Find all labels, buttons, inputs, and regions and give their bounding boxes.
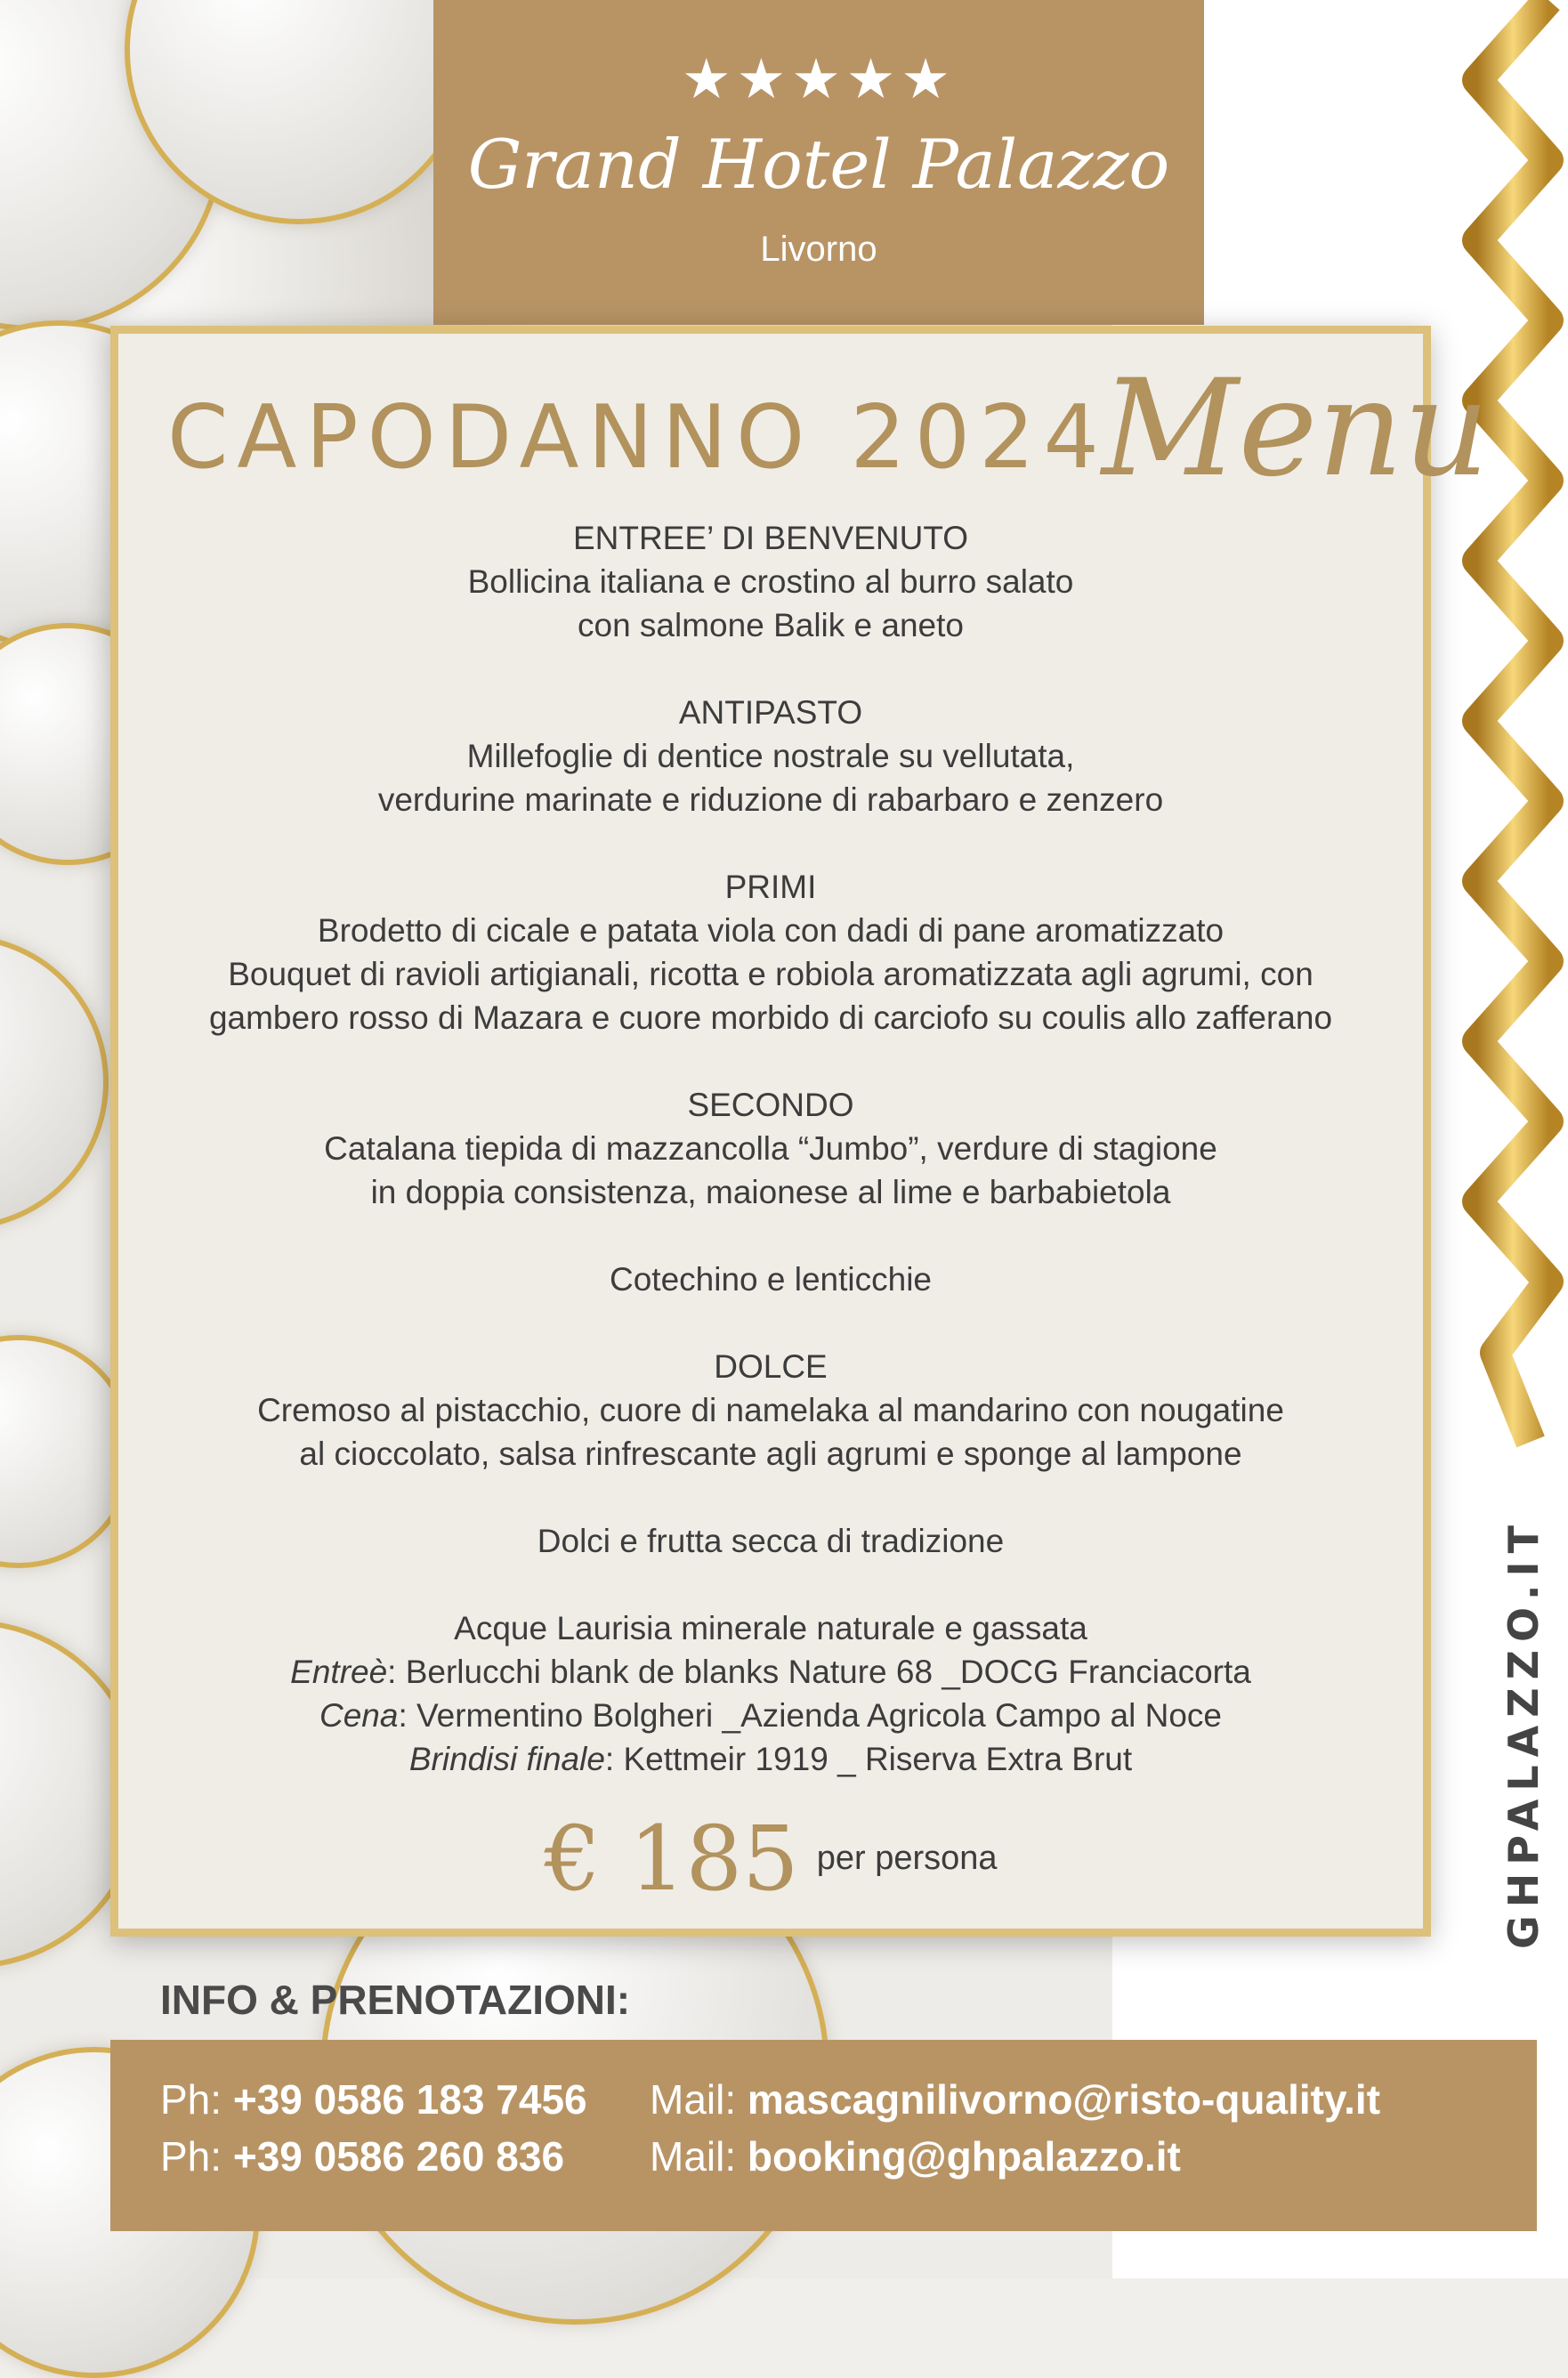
hotel-name: Grand Hotel Palazzo	[467, 125, 1170, 204]
mail-label: Mail:	[650, 2133, 748, 2180]
wine-text: : Berlucchi blank de blanks Nature 68 _DOCG Franciacorta	[387, 1654, 1251, 1690]
menu-spacer	[118, 647, 1423, 691]
menu-line: Dolci e frutta secca di tradizione	[537, 1523, 1005, 1559]
menu-line: Cotechino e lenticchie	[610, 1261, 932, 1298]
menu-line: gambero rosso di Mazara e cuore morbido di carciofo su coulis allo zafferano	[208, 999, 1333, 1036]
wine-line	[118, 1737, 1423, 1781]
wine-line	[118, 1694, 1423, 1737]
menu-spacer	[118, 1214, 1423, 1258]
menu-line: Millefoglie di dentice nostrale su vellutata,	[466, 738, 1075, 774]
contact-box	[110, 2040, 1537, 2231]
menu-title: CAPODANNO 2024	[167, 387, 1108, 489]
website-link[interactable]: GHPALAZZO.IT	[1499, 1517, 1548, 1949]
hotel-header	[433, 0, 1204, 325]
menu-line: Cremoso al pistacchio, cuore di namelaka al mandarino con nougatine	[257, 1392, 1284, 1428]
menu-body	[118, 516, 1423, 1781]
gold-ribbon-decoration	[1442, 0, 1568, 1460]
wine-line	[118, 1650, 1423, 1694]
menu-line: SECONDO	[687, 1087, 854, 1123]
contact-row	[160, 2132, 1181, 2180]
menu-line: Bouquet di ravioli artigianali, ricotta e robiola aromatizzata agli agrumi, con	[228, 956, 1313, 992]
wine-text: : Kettmeir 1919 _ Riserva Extra Brut	[604, 1741, 1133, 1777]
price-unit: per persona	[816, 1840, 998, 1877]
wine-label: Cena	[319, 1697, 399, 1734]
menu-line: ENTREE’ DI BENVENUTO	[572, 520, 969, 556]
menu-card	[110, 326, 1490, 1937]
menu-line: Bollicina italiana e crostino al burro salato	[467, 563, 1074, 600]
menu-line: PRIMI	[724, 869, 817, 905]
menu-line: in doppia consistenza, maionese al lime e barbabietola	[370, 1174, 1171, 1210]
menu-line: Brodetto di cicale e patata viola con dadi di pane aromatizzato	[317, 912, 1224, 949]
menu-spacer	[118, 821, 1423, 865]
menu-line: DOLCE	[714, 1348, 828, 1385]
star-rating: ★★★★★	[682, 46, 956, 111]
price-block	[118, 1807, 1423, 1911]
menu-spacer	[118, 1476, 1423, 1519]
menu-spacer	[118, 1563, 1423, 1606]
phone-label: Ph:	[160, 2076, 233, 2123]
menu-line: ANTIPASTO	[678, 694, 863, 731]
wine-label: Entreè	[290, 1654, 388, 1690]
phone-label: Ph:	[160, 2133, 233, 2180]
price-amount: € 185	[544, 1807, 799, 1911]
menu-line: con salmone Balik e aneto	[578, 607, 964, 643]
mail-label: Mail:	[650, 2076, 748, 2123]
menu-spacer	[118, 1039, 1423, 1083]
contact-row	[160, 2075, 1381, 2123]
hotel-city: Livorno	[760, 230, 877, 269]
menu-line: al cioccolato, salsa rinfrescante agli agrumi e sponge al lampone	[299, 1436, 1242, 1472]
info-title: INFO & PRENOTAZIONI:	[160, 1977, 631, 2023]
phone-link[interactable]: +39 0586 260 836	[232, 2133, 565, 2180]
menu-line: Acque Laurisia minerale naturale e gassata	[454, 1610, 1087, 1646]
wine-text: : Vermentino Bolgheri _Azienda Agricola Campo al Noce	[398, 1697, 1222, 1734]
menu-lines	[118, 516, 1423, 1650]
wine-label: Brindisi finale	[408, 1741, 605, 1777]
menu-spacer	[118, 1301, 1423, 1345]
email-link[interactable]: mascagnilivorno@risto-quality.it	[747, 2076, 1381, 2123]
menu-line: Catalana tiepida di mazzancolla “Jumbo”, verdure di stagione	[324, 1130, 1217, 1167]
menu-title-script: Menu	[1102, 352, 1490, 506]
decorative-bubble	[0, 934, 109, 1230]
email-link[interactable]: booking@ghpalazzo.it	[747, 2133, 1181, 2180]
menu-line: verdurine marinate e riduzione di rabarbaro e zenzero	[377, 781, 1164, 818]
phone-link[interactable]: +39 0586 183 7456	[232, 2076, 587, 2123]
